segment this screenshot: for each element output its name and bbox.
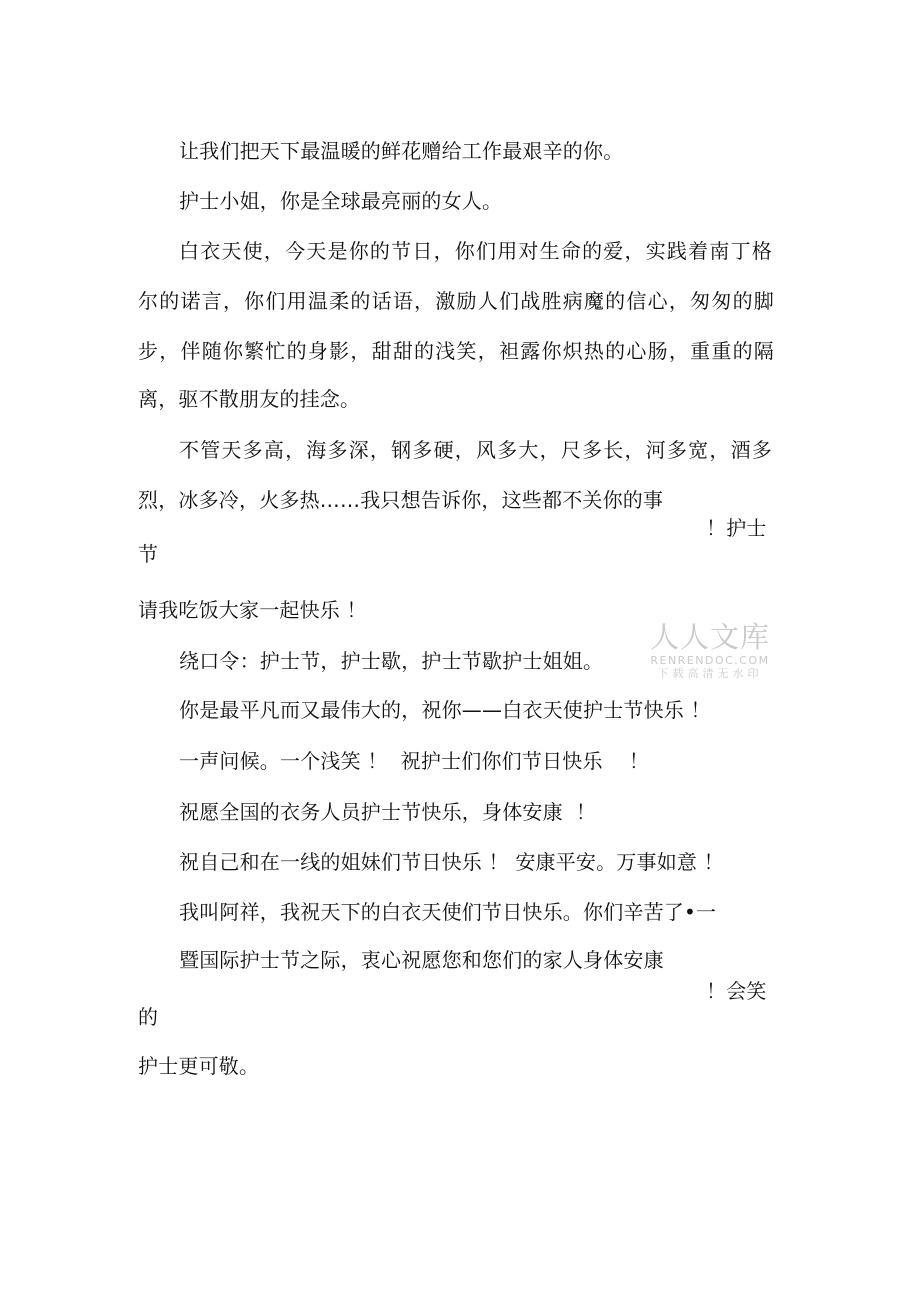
text-line-13: 你是最平凡而又最伟大的，祝你——白衣天使护士节快乐 ！ xyxy=(179,698,711,722)
text-line-7: 不管天多高，海多深，钢多硬，风多大，尺多长，河多宽，酒多 xyxy=(179,438,772,462)
text-line-9: ！护士 xyxy=(706,516,767,540)
text-line-5: 步，伴随你繁忙的身影，甜甜的浅笑，袒露你炽热的心肠，重重的隔 xyxy=(138,339,774,363)
text-line-12: 绕口令：护士节，护士歇，护士节歇护士姐姐。 xyxy=(179,649,604,673)
text-line-3: 白衣天使，今天是你的节日，你们用对生命的爱，实践着南丁格 xyxy=(179,239,772,263)
text-line-11: 请我吃饭大家一起快乐 ！ xyxy=(138,598,367,622)
text-line-21: 护士更可敬。 xyxy=(138,1054,260,1078)
text-line-14: 一声问候。一个浅笑 ！ 祝护士们你们节日快乐 ！ xyxy=(179,749,650,773)
text-line-18: 暨国际护士节之际，衷心祝愿您和您们的家人身体安康 xyxy=(179,948,664,972)
text-line-16: 祝自己和在一线的姐妹们节日快乐 ！ 安康平安。万事如意 ！ xyxy=(179,850,724,874)
text-line-1: 让我们把天下最温暖的鲜花赠给工作最艰辛的你。 xyxy=(179,139,624,163)
text-line-17: 我叫阿祥，我祝天下的白衣天使们节日快乐。你们辛苦了•一 xyxy=(179,900,717,924)
text-line-15: 祝愿全国的衣务人员护士节快乐，身体安康 ！ xyxy=(179,800,597,824)
watermark-subtitle: 下载高清无水印 xyxy=(657,667,763,680)
text-line-10: 节 xyxy=(138,542,159,566)
text-line-4: 尔的诺言，你们用温柔的话语，激励人们战胜病魔的信心，匆匆的脚 xyxy=(138,289,774,313)
text-line-8: 烈，冰多冷，火多热……我只想告诉你，这些都不关你的事 xyxy=(138,488,664,512)
watermark-url: RENRENDOC.COM xyxy=(650,654,770,667)
text-line-6: 离，驱不散朋友的挂念。 xyxy=(138,387,361,411)
watermark-title: 人人文库 xyxy=(649,620,770,654)
text-line-20: 的 xyxy=(138,1005,159,1029)
text-line-2: 护士小姐，你是全球最亮丽的女人。 xyxy=(179,189,503,213)
text-line-19: ！会笑 xyxy=(706,979,767,1003)
watermark-logo xyxy=(646,620,774,680)
